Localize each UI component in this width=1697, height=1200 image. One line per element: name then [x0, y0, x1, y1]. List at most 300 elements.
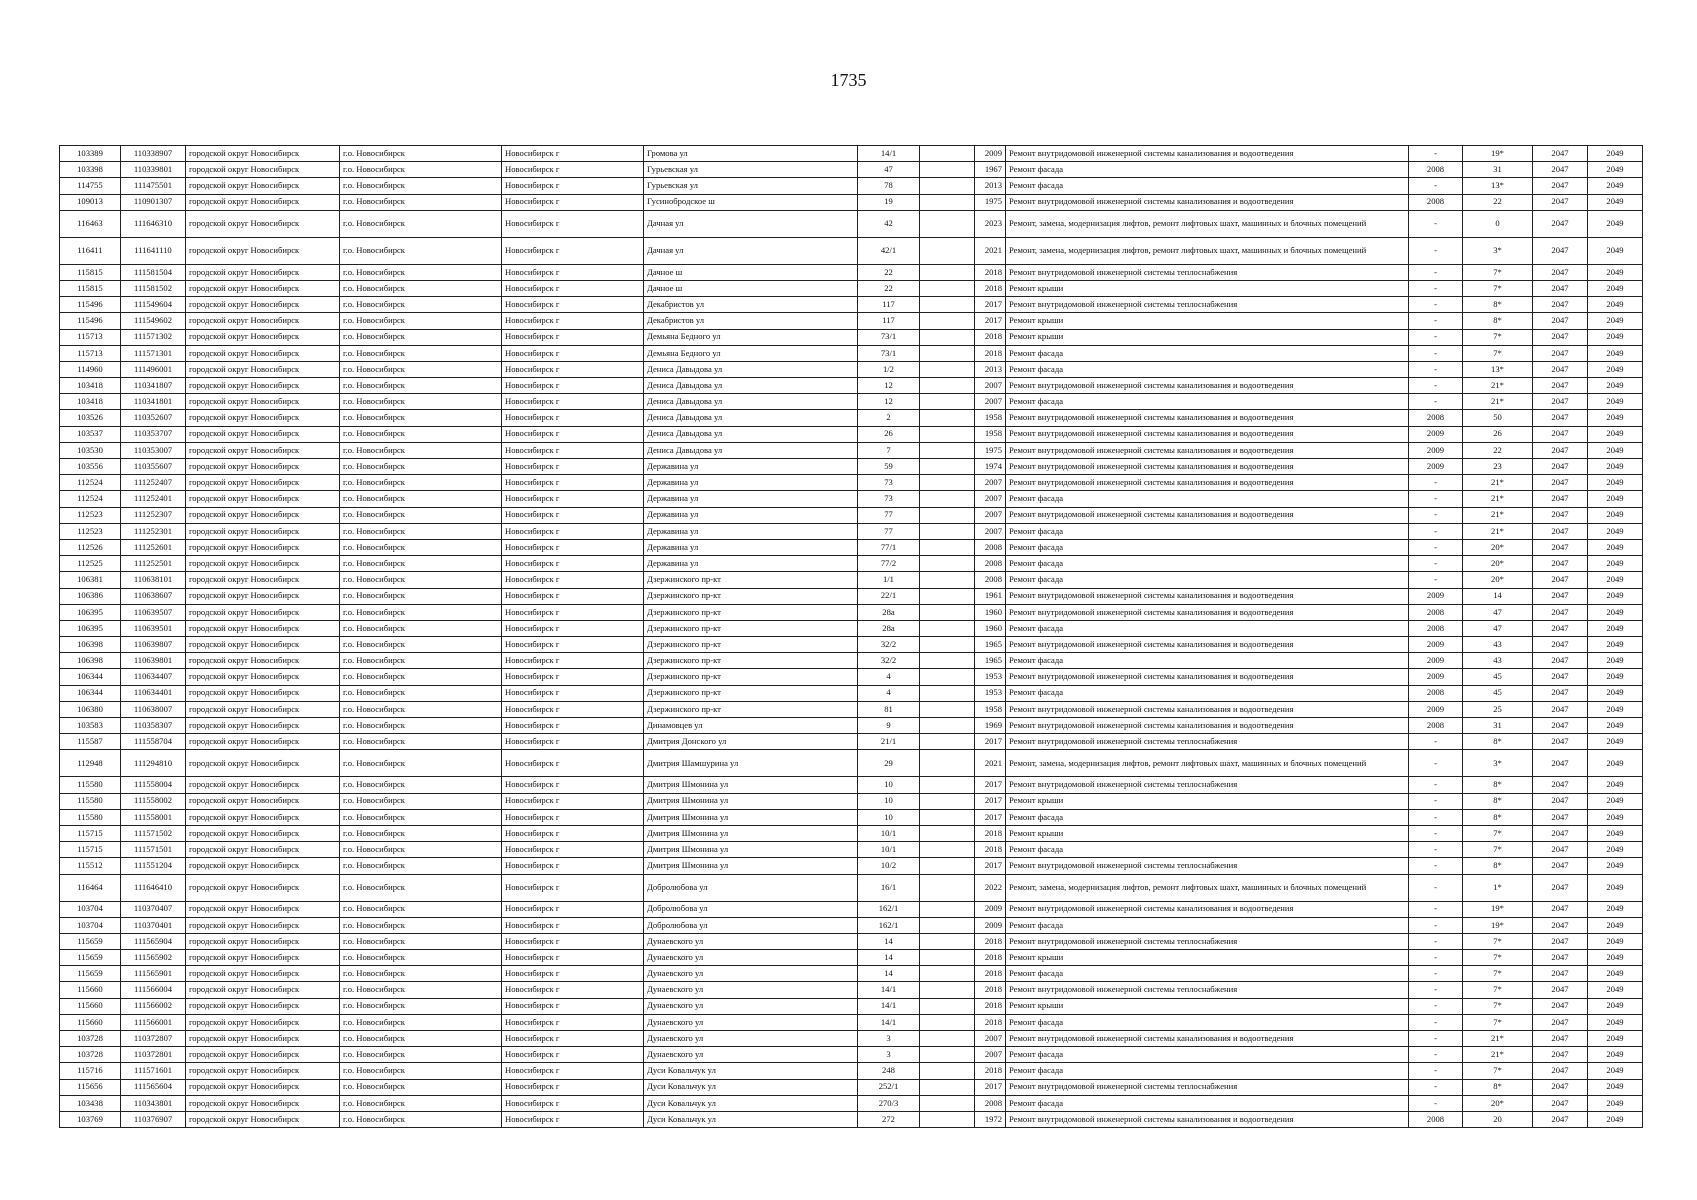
- cell-plan-start: 2047: [1533, 1014, 1588, 1030]
- cell-record-id: 111252307: [121, 507, 186, 523]
- cell-street: Дмитрия Шмонина ул: [644, 793, 858, 809]
- cell-street: Дзержинского пр-кт: [644, 572, 858, 588]
- cell-settlement: г.о. Новосибирск: [340, 653, 502, 669]
- cell-wear: 19*: [1463, 146, 1533, 162]
- cell-street: Державина ул: [644, 523, 858, 539]
- cell-house-id: 115713: [60, 329, 121, 345]
- cell-locality: Новосибирск г: [502, 777, 644, 793]
- cell-record-id: 111566004: [121, 982, 186, 998]
- cell-house-number: 32/2: [858, 653, 920, 669]
- table-row: [60, 874, 1643, 901]
- cell-wear: 8*: [1463, 793, 1533, 809]
- cell-wear: 31: [1463, 162, 1533, 178]
- cell-built-year: 2007: [975, 507, 1006, 523]
- cell-street: Дзержинского пр-кт: [644, 669, 858, 685]
- cell-locality: Новосибирск г: [502, 998, 644, 1014]
- cell-municipal-district: городской округ Новосибирск: [186, 1079, 340, 1095]
- table-row: [60, 653, 1643, 669]
- cell-settlement: г.о. Новосибирск: [340, 426, 502, 442]
- cell-extra: [920, 950, 975, 966]
- cell-locality: Новосибирск г: [502, 933, 644, 949]
- cell-extra: [920, 669, 975, 685]
- cell-house-id: 115715: [60, 825, 121, 841]
- table-row: [60, 1111, 1643, 1127]
- cell-plan-end: 2049: [1588, 361, 1643, 377]
- cell-plan-end: 2049: [1588, 701, 1643, 717]
- cell-municipal-district: городской округ Новосибирск: [186, 874, 340, 901]
- cell-municipal-district: городской округ Новосибирск: [186, 933, 340, 949]
- cell-street: Дунаевского ул: [644, 966, 858, 982]
- cell-settlement: г.о. Новосибирск: [340, 146, 502, 162]
- cell-locality: Новосибирск г: [502, 1047, 644, 1063]
- cell-house-number: 81: [858, 701, 920, 717]
- cell-settlement: г.о. Новосибирск: [340, 777, 502, 793]
- table-row: [60, 620, 1643, 636]
- cell-settlement: г.о. Новосибирск: [340, 459, 502, 475]
- cell-street: Дзержинского пр-кт: [644, 653, 858, 669]
- cell-wear: 13*: [1463, 178, 1533, 194]
- cell-wear: 21*: [1463, 491, 1533, 507]
- cell-plan-start: 2047: [1533, 146, 1588, 162]
- cell-street: Гусинобродское ш: [644, 194, 858, 210]
- cell-house-number: 7: [858, 442, 920, 458]
- cell-plan-end: 2049: [1588, 620, 1643, 636]
- cell-municipal-district: городской округ Новосибирск: [186, 1095, 340, 1111]
- cell-wear: 8*: [1463, 809, 1533, 825]
- cell-extra: [920, 237, 975, 264]
- cell-record-id: 110355607: [121, 459, 186, 475]
- cell-municipal-district: городской округ Новосибирск: [186, 410, 340, 426]
- cell-street: Дунаевского ул: [644, 982, 858, 998]
- table-row: [60, 1095, 1643, 1111]
- cell-last-repair-year: -: [1409, 950, 1463, 966]
- cell-built-year: 2018: [975, 1014, 1006, 1030]
- cell-locality: Новосибирск г: [502, 1063, 644, 1079]
- cell-last-repair-year: -: [1409, 280, 1463, 296]
- cell-locality: Новосибирск г: [502, 442, 644, 458]
- cell-extra: [920, 842, 975, 858]
- cell-house-number: 14/1: [858, 1014, 920, 1030]
- cell-last-repair-year: -: [1409, 210, 1463, 237]
- cell-settlement: г.о. Новосибирск: [340, 874, 502, 901]
- cell-last-repair-year: -: [1409, 237, 1463, 264]
- table-row: [60, 313, 1643, 329]
- table-row: [60, 809, 1643, 825]
- cell-wear: 7*: [1463, 264, 1533, 280]
- cell-locality: Новосибирск г: [502, 1014, 644, 1030]
- cell-settlement: г.о. Новосибирск: [340, 297, 502, 313]
- cell-house-number: 10/1: [858, 842, 920, 858]
- cell-plan-start: 2047: [1533, 653, 1588, 669]
- cell-last-repair-year: -: [1409, 313, 1463, 329]
- cell-last-repair-year: 2008: [1409, 604, 1463, 620]
- cell-plan-end: 2049: [1588, 998, 1643, 1014]
- cell-house-id: 103530: [60, 442, 121, 458]
- cell-municipal-district: городской округ Новосибирск: [186, 809, 340, 825]
- cell-locality: Новосибирск г: [502, 1031, 644, 1047]
- table-row: [60, 556, 1643, 572]
- cell-plan-start: 2047: [1533, 793, 1588, 809]
- cell-plan-end: 2049: [1588, 1079, 1643, 1095]
- cell-plan-start: 2047: [1533, 1079, 1588, 1095]
- cell-municipal-district: городской округ Новосибирск: [186, 653, 340, 669]
- cell-built-year: 2017: [975, 313, 1006, 329]
- cell-house-id: 115815: [60, 280, 121, 296]
- cell-house-number: 10: [858, 777, 920, 793]
- cell-plan-start: 2047: [1533, 523, 1588, 539]
- cell-extra: [920, 998, 975, 1014]
- cell-settlement: г.о. Новосибирск: [340, 998, 502, 1014]
- cell-street: Дмитрия Донского ул: [644, 734, 858, 750]
- cell-record-id: 110370407: [121, 901, 186, 917]
- cell-built-year: 2008: [975, 572, 1006, 588]
- cell-built-year: 2018: [975, 842, 1006, 858]
- cell-house-id: 115656: [60, 1079, 121, 1095]
- cell-locality: Новосибирск г: [502, 459, 644, 475]
- cell-house-id: 115715: [60, 842, 121, 858]
- cell-house-number: 77/1: [858, 539, 920, 555]
- cell-settlement: г.о. Новосибирск: [340, 793, 502, 809]
- table-row: [60, 685, 1643, 701]
- cell-locality: Новосибирск г: [502, 329, 644, 345]
- cell-record-id: 110372801: [121, 1047, 186, 1063]
- cell-house-number: 117: [858, 313, 920, 329]
- cell-settlement: г.о. Новосибирск: [340, 475, 502, 491]
- table-row: [60, 329, 1643, 345]
- cell-record-id: 111571301: [121, 345, 186, 361]
- cell-last-repair-year: -: [1409, 361, 1463, 377]
- cell-built-year: 2007: [975, 475, 1006, 491]
- cell-work-type: Ремонт внутридомовой инженерной системы канализования и водоотведения: [1006, 604, 1409, 620]
- cell-record-id: 110341807: [121, 378, 186, 394]
- cell-plan-end: 2049: [1588, 475, 1643, 491]
- cell-record-id: 111565604: [121, 1079, 186, 1095]
- cell-work-type: Ремонт внутридомовой инженерной системы канализования и водоотведения: [1006, 475, 1409, 491]
- cell-house-id: 115660: [60, 1014, 121, 1030]
- cell-street: Демьяна Бедного ул: [644, 345, 858, 361]
- cell-plan-start: 2047: [1533, 178, 1588, 194]
- cell-last-repair-year: 2009: [1409, 669, 1463, 685]
- cell-extra: [920, 491, 975, 507]
- cell-built-year: 2008: [975, 556, 1006, 572]
- cell-record-id: 110639501: [121, 620, 186, 636]
- cell-built-year: 2018: [975, 998, 1006, 1014]
- cell-plan-start: 2047: [1533, 669, 1588, 685]
- cell-plan-start: 2047: [1533, 933, 1588, 949]
- cell-house-number: 21/1: [858, 734, 920, 750]
- cell-municipal-district: городской округ Новосибирск: [186, 1111, 340, 1127]
- cell-plan-start: 2047: [1533, 809, 1588, 825]
- cell-record-id: 110639807: [121, 637, 186, 653]
- cell-last-repair-year: -: [1409, 874, 1463, 901]
- cell-record-id: 111475501: [121, 178, 186, 194]
- cell-municipal-district: городской округ Новосибирск: [186, 734, 340, 750]
- cell-plan-start: 2047: [1533, 1047, 1588, 1063]
- cell-house-id: 103418: [60, 378, 121, 394]
- cell-extra: [920, 410, 975, 426]
- cell-plan-end: 2049: [1588, 669, 1643, 685]
- cell-record-id: 110370401: [121, 917, 186, 933]
- cell-plan-start: 2047: [1533, 378, 1588, 394]
- cell-street: Дениса Давыдова ул: [644, 394, 858, 410]
- cell-extra: [920, 378, 975, 394]
- cell-extra: [920, 572, 975, 588]
- cell-house-number: 1/2: [858, 361, 920, 377]
- cell-locality: Новосибирск г: [502, 858, 644, 874]
- cell-plan-end: 2049: [1588, 539, 1643, 555]
- cell-settlement: г.о. Новосибирск: [340, 701, 502, 717]
- cell-record-id: 110376907: [121, 1111, 186, 1127]
- cell-settlement: г.о. Новосибирск: [340, 194, 502, 210]
- cell-wear: 7*: [1463, 982, 1533, 998]
- cell-locality: Новосибирск г: [502, 1079, 644, 1095]
- cell-wear: 7*: [1463, 329, 1533, 345]
- cell-house-id: 106395: [60, 620, 121, 636]
- cell-house-id: 103418: [60, 394, 121, 410]
- cell-street: Дунаевского ул: [644, 998, 858, 1014]
- cell-settlement: г.о. Новосибирск: [340, 210, 502, 237]
- cell-work-type: Ремонт фасада: [1006, 572, 1409, 588]
- cell-built-year: 2009: [975, 146, 1006, 162]
- cell-work-type: Ремонт внутридомовой инженерной системы канализования и водоотведения: [1006, 901, 1409, 917]
- cell-wear: 50: [1463, 410, 1533, 426]
- cell-municipal-district: городской округ Новосибирск: [186, 523, 340, 539]
- cell-house-id: 115580: [60, 793, 121, 809]
- cell-plan-start: 2047: [1533, 237, 1588, 264]
- cell-house-number: 162/1: [858, 901, 920, 917]
- cell-last-repair-year: -: [1409, 394, 1463, 410]
- cell-last-repair-year: -: [1409, 523, 1463, 539]
- cell-house-number: 22: [858, 280, 920, 296]
- cell-extra: [920, 475, 975, 491]
- cell-extra: [920, 426, 975, 442]
- table-row: [60, 475, 1643, 491]
- cell-municipal-district: городской округ Новосибирск: [186, 966, 340, 982]
- cell-last-repair-year: -: [1409, 507, 1463, 523]
- cell-extra: [920, 345, 975, 361]
- cell-municipal-district: городской округ Новосибирск: [186, 604, 340, 620]
- cell-plan-start: 2047: [1533, 329, 1588, 345]
- table-row: [60, 410, 1643, 426]
- cell-last-repair-year: -: [1409, 146, 1463, 162]
- cell-record-id: 110343801: [121, 1095, 186, 1111]
- cell-street: Дачная ул: [644, 210, 858, 237]
- cell-settlement: г.о. Новосибирск: [340, 1047, 502, 1063]
- cell-plan-end: 2049: [1588, 718, 1643, 734]
- cell-plan-end: 2049: [1588, 793, 1643, 809]
- cell-wear: 31: [1463, 718, 1533, 734]
- cell-house-number: 14/1: [858, 998, 920, 1014]
- cell-built-year: 2007: [975, 1031, 1006, 1047]
- cell-built-year: 2018: [975, 966, 1006, 982]
- cell-settlement: г.о. Новосибирск: [340, 264, 502, 280]
- cell-last-repair-year: 2009: [1409, 637, 1463, 653]
- cell-house-id: 103769: [60, 1111, 121, 1127]
- cell-house-id: 115660: [60, 982, 121, 998]
- table-row: [60, 459, 1643, 475]
- cell-house-number: 28а: [858, 604, 920, 620]
- cell-last-repair-year: -: [1409, 1047, 1463, 1063]
- cell-built-year: 2007: [975, 378, 1006, 394]
- cell-built-year: 2017: [975, 793, 1006, 809]
- cell-plan-end: 2049: [1588, 750, 1643, 777]
- cell-plan-end: 2049: [1588, 426, 1643, 442]
- cell-locality: Новосибирск г: [502, 901, 644, 917]
- cell-extra: [920, 1047, 975, 1063]
- cell-built-year: 1960: [975, 604, 1006, 620]
- cell-built-year: 2017: [975, 809, 1006, 825]
- cell-house-number: 77/2: [858, 556, 920, 572]
- cell-last-repair-year: -: [1409, 825, 1463, 841]
- cell-record-id: 110372807: [121, 1031, 186, 1047]
- cell-plan-end: 2049: [1588, 162, 1643, 178]
- cell-plan-end: 2049: [1588, 1095, 1643, 1111]
- cell-record-id: 110353707: [121, 426, 186, 442]
- cell-last-repair-year: -: [1409, 1014, 1463, 1030]
- cell-wear: 7*: [1463, 1014, 1533, 1030]
- cell-house-number: 4: [858, 669, 920, 685]
- cell-work-type: Ремонт фасада: [1006, 809, 1409, 825]
- cell-house-number: 73/1: [858, 345, 920, 361]
- cell-plan-start: 2047: [1533, 162, 1588, 178]
- cell-settlement: г.о. Новосибирск: [340, 345, 502, 361]
- cell-wear: 47: [1463, 604, 1533, 620]
- cell-record-id: 111558704: [121, 734, 186, 750]
- cell-last-repair-year: 2009: [1409, 442, 1463, 458]
- cell-plan-start: 2047: [1533, 1063, 1588, 1079]
- cell-work-type: Ремонт внутридомовой инженерной системы теплоснабжения: [1006, 297, 1409, 313]
- table-row: [60, 210, 1643, 237]
- cell-last-repair-year: -: [1409, 264, 1463, 280]
- cell-wear: 20*: [1463, 539, 1533, 555]
- table-row: [60, 394, 1643, 410]
- cell-plan-start: 2047: [1533, 917, 1588, 933]
- cell-extra: [920, 162, 975, 178]
- cell-plan-end: 2049: [1588, 264, 1643, 280]
- cell-built-year: 2018: [975, 264, 1006, 280]
- cell-house-id: 112523: [60, 507, 121, 523]
- table-row: [60, 1014, 1643, 1030]
- cell-settlement: г.о. Новосибирск: [340, 539, 502, 555]
- cell-municipal-district: городской округ Новосибирск: [186, 459, 340, 475]
- cell-house-number: 42: [858, 210, 920, 237]
- cell-last-repair-year: -: [1409, 178, 1463, 194]
- cell-plan-end: 2049: [1588, 491, 1643, 507]
- cell-work-type: Ремонт внутридомовой инженерной системы канализования и водоотведения: [1006, 146, 1409, 162]
- cell-work-type: Ремонт крыши: [1006, 950, 1409, 966]
- cell-extra: [920, 653, 975, 669]
- cell-plan-end: 2049: [1588, 237, 1643, 264]
- cell-extra: [920, 1111, 975, 1127]
- cell-plan-end: 2049: [1588, 966, 1643, 982]
- cell-record-id: 111252601: [121, 539, 186, 555]
- cell-locality: Новосибирск г: [502, 178, 644, 194]
- cell-last-repair-year: -: [1409, 329, 1463, 345]
- cell-house-id: 109013: [60, 194, 121, 210]
- cell-house-number: 9: [858, 718, 920, 734]
- cell-municipal-district: городской округ Новосибирск: [186, 793, 340, 809]
- cell-extra: [920, 858, 975, 874]
- cell-plan-start: 2047: [1533, 345, 1588, 361]
- cell-work-type: Ремонт крыши: [1006, 313, 1409, 329]
- cell-wear: 20*: [1463, 556, 1533, 572]
- cell-record-id: 111571501: [121, 842, 186, 858]
- cell-extra: [920, 523, 975, 539]
- cell-record-id: 111565904: [121, 933, 186, 949]
- cell-municipal-district: городской округ Новосибирск: [186, 345, 340, 361]
- cell-record-id: 111558004: [121, 777, 186, 793]
- cell-locality: Новосибирск г: [502, 146, 644, 162]
- cell-record-id: 110339801: [121, 162, 186, 178]
- cell-wear: 21*: [1463, 507, 1533, 523]
- cell-last-repair-year: 2008: [1409, 718, 1463, 734]
- cell-work-type: Ремонт фасада: [1006, 653, 1409, 669]
- cell-last-repair-year: -: [1409, 842, 1463, 858]
- cell-last-repair-year: -: [1409, 491, 1463, 507]
- cell-plan-end: 2049: [1588, 378, 1643, 394]
- cell-work-type: Ремонт фасада: [1006, 1063, 1409, 1079]
- cell-plan-start: 2047: [1533, 394, 1588, 410]
- cell-house-id: 115659: [60, 966, 121, 982]
- cell-record-id: 111581504: [121, 264, 186, 280]
- cell-house-id: 103583: [60, 718, 121, 734]
- cell-municipal-district: городской округ Новосибирск: [186, 442, 340, 458]
- cell-house-number: 14: [858, 933, 920, 949]
- cell-plan-start: 2047: [1533, 556, 1588, 572]
- cell-settlement: г.о. Новосибирск: [340, 588, 502, 604]
- cell-built-year: 2017: [975, 777, 1006, 793]
- cell-plan-start: 2047: [1533, 950, 1588, 966]
- cell-house-id: 103537: [60, 426, 121, 442]
- cell-plan-end: 2049: [1588, 1111, 1643, 1127]
- cell-built-year: 2017: [975, 858, 1006, 874]
- cell-record-id: 110634407: [121, 669, 186, 685]
- cell-built-year: 1958: [975, 426, 1006, 442]
- cell-municipal-district: городской округ Новосибирск: [186, 426, 340, 442]
- cell-street: Дзержинского пр-кт: [644, 588, 858, 604]
- cell-plan-start: 2047: [1533, 701, 1588, 717]
- cell-settlement: г.о. Новосибирск: [340, 1079, 502, 1095]
- cell-locality: Новосибирск г: [502, 950, 644, 966]
- cell-wear: 20*: [1463, 1095, 1533, 1111]
- cell-last-repair-year: -: [1409, 1079, 1463, 1095]
- cell-last-repair-year: 2009: [1409, 653, 1463, 669]
- table-row: [60, 361, 1643, 377]
- cell-municipal-district: городской округ Новосибирск: [186, 210, 340, 237]
- cell-house-id: 103704: [60, 901, 121, 917]
- cell-extra: [920, 588, 975, 604]
- cell-street: Дзержинского пр-кт: [644, 685, 858, 701]
- cell-settlement: г.о. Новосибирск: [340, 950, 502, 966]
- cell-extra: [920, 685, 975, 701]
- cell-plan-end: 2049: [1588, 874, 1643, 901]
- cell-last-repair-year: -: [1409, 297, 1463, 313]
- cell-last-repair-year: 2008: [1409, 685, 1463, 701]
- cell-settlement: г.о. Новосибирск: [340, 237, 502, 264]
- cell-locality: Новосибирск г: [502, 604, 644, 620]
- cell-house-id: 103728: [60, 1031, 121, 1047]
- cell-extra: [920, 917, 975, 933]
- cell-street: Гурьевская ул: [644, 162, 858, 178]
- cell-locality: Новосибирск г: [502, 669, 644, 685]
- cell-extra: [920, 750, 975, 777]
- cell-settlement: г.о. Новосибирск: [340, 604, 502, 620]
- cell-wear: 47: [1463, 620, 1533, 636]
- cell-plan-end: 2049: [1588, 410, 1643, 426]
- cell-plan-end: 2049: [1588, 809, 1643, 825]
- cell-plan-end: 2049: [1588, 1014, 1643, 1030]
- cell-plan-start: 2047: [1533, 825, 1588, 841]
